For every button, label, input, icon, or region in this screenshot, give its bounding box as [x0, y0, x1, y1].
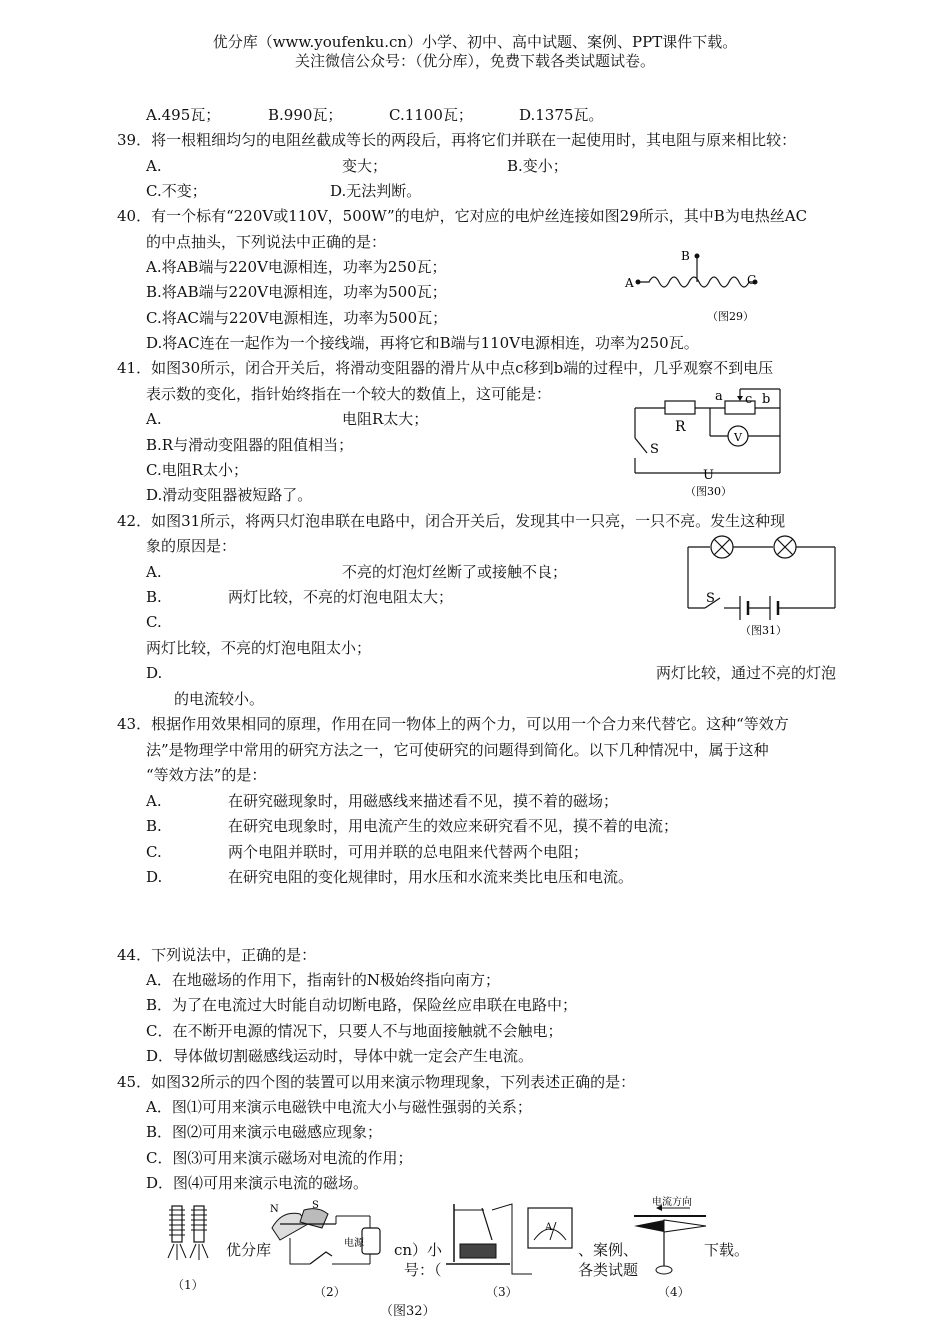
switch [310, 1252, 332, 1264]
figure-32-2-apparatus [262, 1198, 402, 1280]
q43-stem-line-2: 法”是物理学中常用的研究方法之一，它可使研究的问题得到简化。以下几种情况中，属于这种 [146, 741, 769, 759]
fig32-label-power: 电源 [344, 1238, 364, 1249]
fig32-caption-3: （3） [486, 1285, 518, 1299]
q44-option-b: B．为了在电流过大时能自动切断电路，保险丝应串联在电路中； [146, 996, 578, 1014]
q38-option-b: B.990瓦； [268, 106, 343, 124]
switch-s [635, 438, 647, 453]
q41-option-d: D.滑动变阻器被短路了。 [146, 486, 313, 504]
q43-option-c-label: C. [146, 843, 162, 861]
fig30-label-r: R [675, 419, 686, 435]
magnet-base [460, 1244, 496, 1258]
figure-32-1-electromagnets [160, 1200, 220, 1275]
q42-option-d-text-1: 两灯比较，通过不亮的灯泡 [656, 664, 837, 682]
footer-fragment-6: 下载。 [704, 1241, 750, 1259]
q40-option-c: C.将AC端与220V电源相连，功率为500瓦； [146, 309, 448, 327]
footer-fragment-3: 号：（ [404, 1261, 442, 1279]
q39-option-b: B.变小； [507, 157, 568, 175]
fig30-label-v: V [734, 431, 742, 444]
fig30-label-u: U [703, 468, 714, 483]
footer-fragment-2: cn）小 [394, 1241, 443, 1259]
terminal-b [695, 254, 700, 259]
figure-31-circuit [680, 530, 840, 640]
q41-option-b: B.R与滑动变阻器的阻值相当； [146, 436, 354, 454]
q44-option-c: C．在不断开电源的情况下，只要人不与地面接触就不会触电； [146, 1022, 563, 1040]
q40-stem-line-1: 40．有一个标有“220V或110V，500W”的电炉，它对应的电炉丝连接如图29所示，其中B为电热丝AC [117, 207, 808, 225]
q41-option-a-label: A. [146, 410, 162, 428]
figure-30-circuit [625, 383, 795, 498]
q43-option-b-text: 在研究电现象时，用电流产生的效应来研究看不见，摸不着的电流； [228, 817, 679, 835]
fig32-label-current-direction: 电流方向 [652, 1197, 692, 1208]
q40-option-d: D.将AC连在一起作为一个接线端，再将它和B端与110V电源相连，功率为250瓦。 [146, 334, 699, 352]
q45-stem: 45．如图32所示的四个图的装置可以用来演示物理现象，下列表述正确的是： [117, 1073, 636, 1091]
q42-stem-line-1: 42．如图31所示，将两只灯泡串联在电路中，闭合开关后，发现其中一只亮，一只不亮。发生这种现 [117, 512, 786, 530]
q39-option-c: C.不变； [146, 182, 207, 200]
header-line-1: 优分库（www.youfenku.cn）小学、初中、高中试题、案例、PPT课件下载。 [212, 33, 738, 51]
q45-option-d: D．图⑷可用来演示电流的磁场。 [146, 1174, 369, 1192]
q42-option-a-label: A. [146, 563, 162, 581]
q39-option-a-text: 变大； [342, 157, 388, 175]
slider-arrow [737, 396, 743, 401]
figure-32-3-apparatus [440, 1200, 580, 1282]
fig29-label-a: A [625, 276, 634, 290]
power-supply [362, 1228, 380, 1254]
q40-option-b: B.将AB端与220V电源相连，功率为500瓦； [146, 283, 447, 301]
compass-needle-south [664, 1220, 706, 1232]
q42-option-d-text-2: 的电流较小。 [174, 690, 265, 708]
q44-option-d: D．导体做切割磁感线运动时，导体中就一定会产生电流。 [146, 1047, 534, 1065]
q39-option-d: D.无法判断。 [330, 182, 422, 200]
q41-option-a-text: 电阻R太大； [342, 410, 429, 428]
q43-option-c-text: 两个电阻并联时，可用并联的总电阻来代替两个电阻； [228, 843, 589, 861]
q38-option-c: C.1100瓦； [389, 106, 473, 124]
fig31-caption: （图31） [740, 624, 787, 637]
fig32-label-n: N [270, 1204, 279, 1215]
q41-stem-line-2: 表示数的变化，指针始终指在一个较大的数值上，这可能是： [146, 385, 552, 403]
q43-stem-line-1: 43．根据作用效果相同的原理，作用在同一物体上的两个力，可以用一个合力来代替它。这种“等效方 [117, 715, 789, 733]
fig29-label-c: C [747, 273, 757, 287]
fig32-caption-4: （4） [658, 1285, 690, 1299]
q44-option-a: A．在地磁场的作用下，指南针的N极始终指向南方； [146, 971, 500, 989]
q39-option-a-label: A. [146, 157, 162, 175]
q42-option-c-text: 两灯比较，不亮的灯泡电阻太小； [146, 639, 372, 657]
resistor-r [665, 401, 695, 414]
q43-option-a-text: 在研究磁现象时，用磁感线来描述看不见，摸不着的磁场； [228, 792, 619, 810]
q41-option-c: C.电阻R太小； [146, 461, 249, 479]
fig30-label-c: c [745, 392, 753, 407]
q43-stem-line-3: “等效方法”的是： [146, 766, 267, 784]
fig29-label-b: B [681, 249, 690, 263]
fig30-caption: （图30） [685, 485, 732, 498]
figure-32-4-compass-wire [630, 1196, 710, 1282]
compass-needle-north [634, 1220, 664, 1232]
q42-option-b-label: B. [146, 588, 162, 606]
q42-option-d-label: D. [146, 664, 163, 682]
footer-fragment-5: 各类试题 [578, 1261, 639, 1279]
q45-option-b: B．图⑵可用来演示电磁感应现象； [146, 1123, 383, 1141]
footer-fragment-4: 、案例、 [578, 1241, 639, 1259]
fig32-caption-1: （1） [172, 1278, 204, 1292]
fig32-label-meter: A [545, 1222, 553, 1233]
q39-stem: 39．将一根粗细均匀的电阻丝截成等长的两段后，再将它们并联在一起使用时，其电阻与原来相比较： [117, 131, 797, 149]
q38-option-d: D.1375瓦。 [519, 106, 604, 124]
q40-stem-line-2: 的中点抽头，下列说法中正确的是： [146, 233, 387, 251]
q43-option-a-label: A. [146, 792, 162, 810]
q42-option-c-label: C. [146, 613, 162, 631]
q43-option-d-text: 在研究电阻的变化规律时，用水压和水流来类比电压和电流。 [228, 868, 634, 886]
fig30-label-b: b [762, 392, 771, 407]
q44-stem: 44．下列说法中，正确的是： [117, 946, 317, 964]
fig32-caption-2: （2） [314, 1285, 346, 1299]
q38-option-a: A.495瓦； [146, 106, 221, 124]
figure-29-heating-wire [615, 242, 775, 324]
q43-option-b-label: B. [146, 817, 162, 835]
fig31-label-s: S [706, 591, 715, 606]
fig30-label-a: a [715, 389, 723, 404]
q42-option-a-text: 不亮的灯泡灯丝断了或接触不良； [342, 563, 568, 581]
q42-option-b-text: 两灯比较，不亮的灯泡电阻太大； [228, 588, 454, 606]
q43-option-d-label: D. [146, 868, 163, 886]
q42-stem-line-2: 象的原因是： [146, 537, 237, 555]
fig32-label-s: S [312, 1200, 319, 1211]
header-line-2: 关注微信公众号：（优分库），免费下载各类试题试卷。 [294, 52, 655, 70]
fig32-caption: （图32） [380, 1304, 436, 1319]
footer-fragment-1: 优分库 [226, 1241, 272, 1259]
q45-option-c: C．图⑶可用来演示磁场对电流的作用； [146, 1149, 413, 1167]
fig29-caption: （图29） [707, 310, 754, 323]
q40-option-a: A.将AB端与220V电源相连，功率为250瓦； [146, 258, 447, 276]
fig30-label-s: S [650, 442, 659, 457]
q41-stem-line-1: 41．如图30所示，闭合开关后，将滑动变阻器的滑片从中点c移到b端的过程中，几乎观察不到电压 [117, 359, 774, 377]
q45-option-a: A．图⑴可用来演示电磁铁中电流大小与磁性强弱的关系； [146, 1098, 532, 1116]
